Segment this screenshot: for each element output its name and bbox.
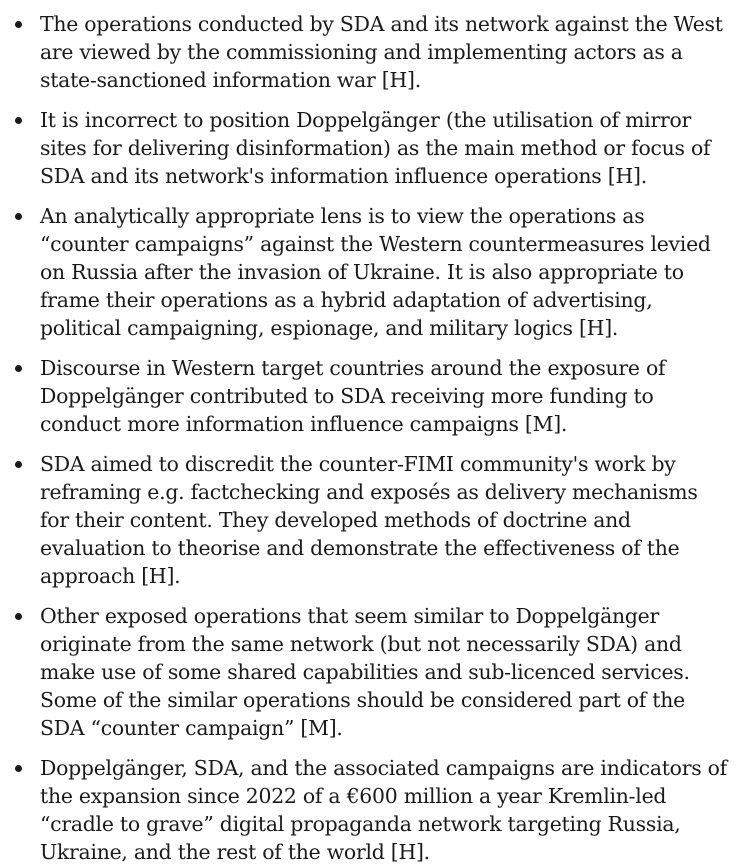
finding-item bbox=[0, 354, 732, 438]
finding-text: Discourse in Western target countries around the exposure of Doppelgänger contributed to SDA receiving more funding to conduct more information influence campaigns [M]. bbox=[40, 356, 666, 436]
finding-text: Doppelgänger, SDA, and the associated campaigns are indicators of the expansion since 2022 of a €600 million a year Kremlin-led “cradle to grave” digital propaganda network targeting Russia, Ukraine, and the rest of the world [H]. bbox=[40, 756, 727, 864]
bullet-icon bbox=[15, 213, 22, 220]
bullet-icon bbox=[15, 765, 22, 772]
finding-item bbox=[0, 202, 732, 342]
finding-item bbox=[0, 106, 732, 190]
finding-text: It is incorrect to position Doppelgänger (the utilisation of mirror sites for delivering disinformation) as the main method or focus of SDA and its network's information influence operations [H]. bbox=[40, 108, 711, 188]
finding-text: Other exposed operations that seem similar to Doppelgänger originate from the same network (but not necessarily SDA) and make use of some shared capabilities and sub-licenced services. Some of the similar operations should be considered part of the SDA “counter campaign” [M]. bbox=[40, 604, 690, 740]
bullet-icon bbox=[15, 365, 22, 372]
finding-item bbox=[0, 10, 732, 94]
finding-text: An analytically appropriate lens is to view the operations as “counter campaigns” against the Western countermeasures levied on Russia after the invasion of Ukraine. It is also appropriate to frame their operations as a hybrid adaptation of advertising, political campaigning, espionage, and military logics [H]. bbox=[40, 204, 711, 340]
finding-item bbox=[0, 602, 732, 742]
finding-item bbox=[0, 754, 732, 866]
bullet-icon bbox=[15, 21, 22, 28]
bullet-icon bbox=[15, 613, 22, 620]
bullet-icon bbox=[15, 461, 22, 468]
bullet-icon bbox=[15, 117, 22, 124]
finding-text: SDA aimed to discredit the counter-FIMI community's work by reframing e.g. factchecking and exposés as delivery mechanisms for their content. They developed methods of doctrine and evaluation to theorise and demonstrate the effectiveness of the approach [H]. bbox=[40, 452, 698, 588]
finding-item bbox=[0, 450, 732, 590]
finding-text: The operations conducted by SDA and its network against the West are viewed by the commissioning and implementing actors as a state-sanctioned information war [H]. bbox=[40, 12, 723, 92]
